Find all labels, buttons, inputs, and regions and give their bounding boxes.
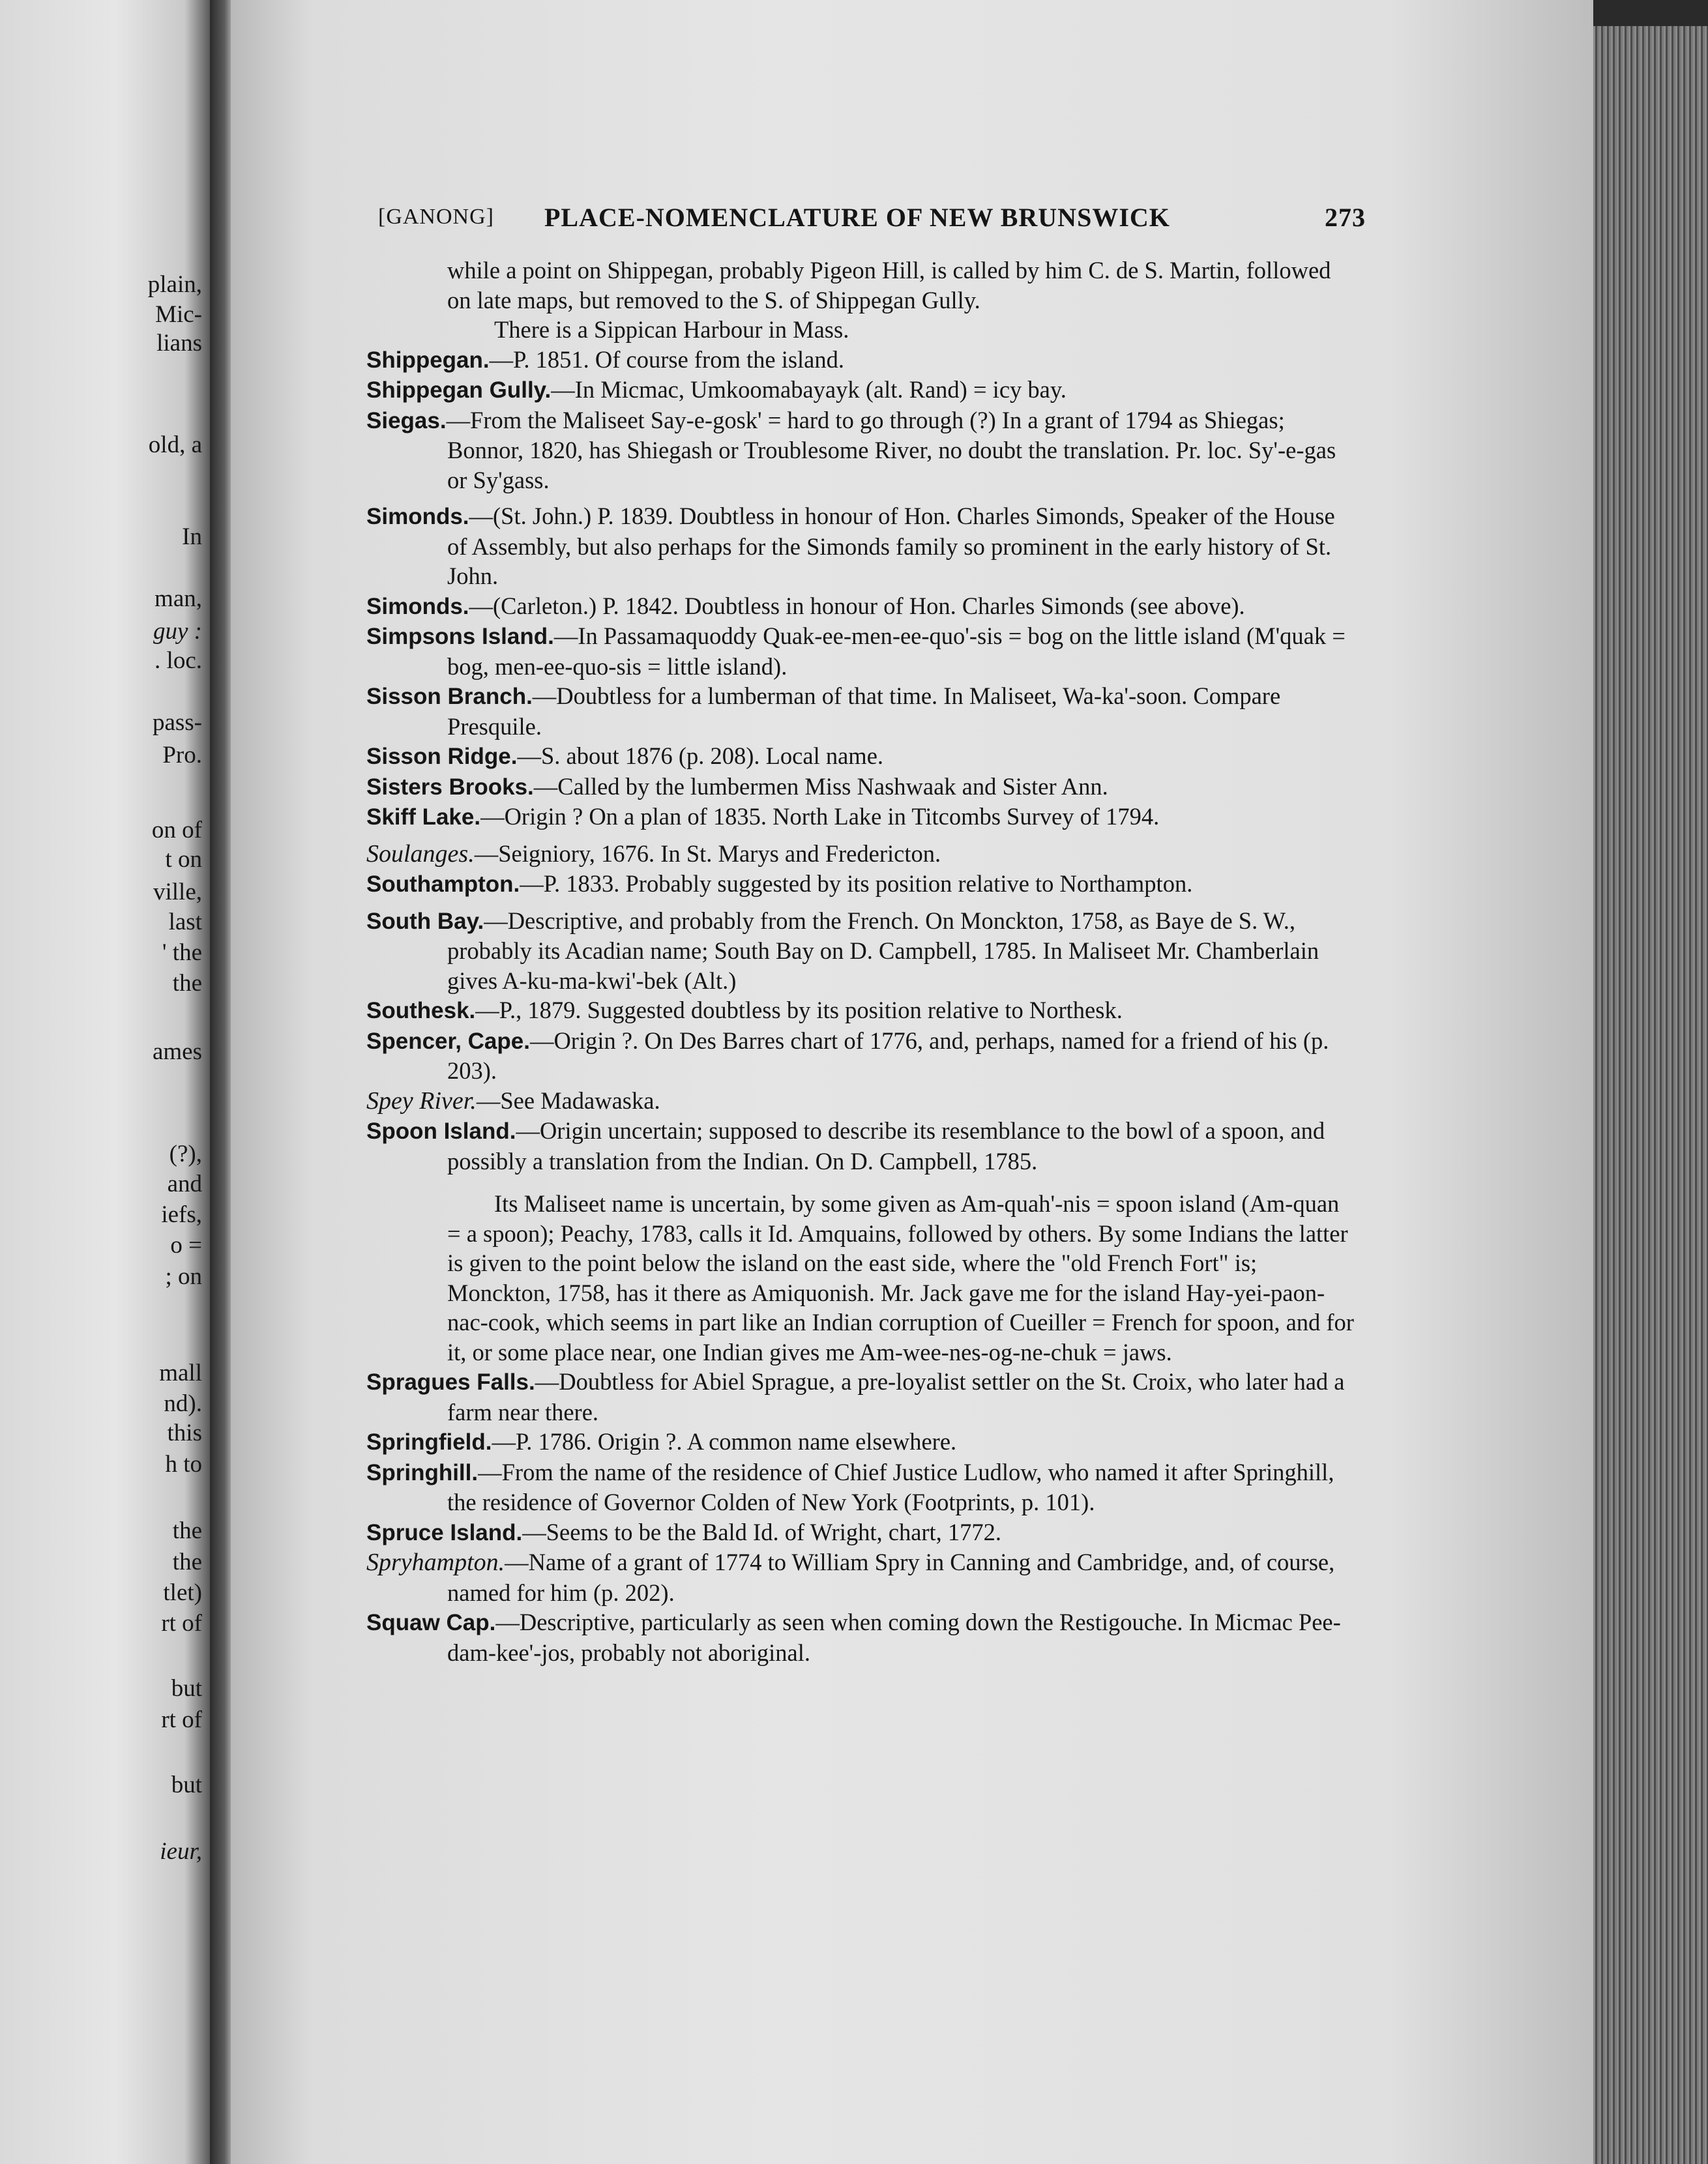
entry [366, 839, 1357, 870]
entry [366, 375, 1357, 405]
running-title: PLACE-NOMENCLATURE OF NEW BRUNSWICK [544, 203, 1170, 232]
entry-text: —P. 1786. Origin ?. A common name elsewhere. [492, 1428, 957, 1455]
entry-headword: Skiff Lake. [366, 804, 481, 830]
entry [366, 869, 1357, 899]
entry-headword: Soulanges. [366, 840, 475, 868]
entry-text: —Doubtless for Abiel Sprague, a pre-loyalist settler on the St. Croix, who later had a farm near there. [447, 1368, 1345, 1426]
entry [366, 741, 1357, 772]
entry-text: —P. 1833. Probably suggested by its position relative to Northampton. [520, 870, 1193, 897]
entry-headword: Shippegan. [366, 347, 490, 373]
entry-headword: Spencer, Cape. [366, 1028, 530, 1054]
entry [366, 772, 1357, 802]
entry-headword: Spey River. [366, 1087, 477, 1115]
entry [366, 1457, 1357, 1517]
left-fragment: Mic- [155, 301, 202, 328]
left-fragment: pass- [152, 709, 202, 736]
entry-text: —See Madawaska. [476, 1087, 660, 1114]
entry [366, 345, 1357, 375]
entry-headword: Sisson Ridge. [366, 744, 518, 769]
entry-headword: Sisson Branch. [366, 684, 533, 709]
entry-text: —(St. John.) P. 1839. Doubtless in honour of Hon. Charles Simonds, Speaker of the House of Assembly, but also perhaps for the Simonds family so prominent in the early history of St. John. [447, 503, 1335, 589]
entry-text: —S. about 1876 (p. 208). Local name. [517, 742, 884, 769]
entry-text: —From the Maliseet Say-e-gosk' = hard to go through (?) In a grant of 1794 as Shiegas; Bonnor, 1820, has Shiegash or Troublesome River, no doubt the translation. Pr. loc. Sy'-e-gas or Sy'gass. [446, 406, 1336, 493]
running-header [378, 202, 1366, 235]
entry [366, 906, 1357, 996]
entry-headword: Simonds. [366, 504, 469, 529]
entry-text: There is a Sippican Harbour in Mass. [494, 316, 849, 343]
entry-headword: Southampton. [366, 871, 520, 897]
entry-headword: Simonds. [366, 593, 469, 619]
left-fragment: ames [152, 1038, 202, 1065]
left-fragment: t on [165, 846, 202, 873]
entry-text: —Origin ? On a plan of 1835. North Lake in Titcombs Survey of 1794. [480, 803, 1160, 830]
entry-continuation [366, 315, 1357, 345]
left-fragment: last [168, 909, 202, 935]
entry-continuation [366, 1189, 1357, 1367]
entry [366, 681, 1357, 741]
entry-continuation [366, 256, 1357, 315]
entry-text: —From the name of the residence of Chief Justice Ludlow, who named it after Springhill, the residence of Governor Colden of New York (Footprints, p. 101). [447, 1458, 1334, 1515]
entry [366, 1116, 1357, 1176]
entry-headword: Spryhampton. [366, 1549, 505, 1576]
left-fragment: mall [159, 1360, 202, 1386]
left-fragment: plain, [147, 271, 202, 298]
entry-headword: Southesk. [366, 998, 476, 1023]
entry [366, 591, 1357, 622]
left-fragment: but [171, 1675, 202, 1702]
entry [366, 802, 1357, 832]
entry-text: —Seigniory, 1676. In St. Marys and Fredericton. [474, 840, 941, 867]
left-fragment: the [172, 1549, 202, 1575]
page-number: 273 [1325, 203, 1366, 232]
author-tag: [GANONG] [378, 205, 494, 229]
left-fragment: iefs, [161, 1201, 202, 1228]
entry [366, 405, 1357, 495]
left-fragment: . loc. [155, 647, 202, 674]
entry-headword: Siegas. [366, 407, 447, 433]
entry [366, 621, 1357, 681]
entry-headword: South Bay. [366, 908, 484, 934]
entry-text: —(Carleton.) P. 1842. Doubtless in honour of Hon. Charles Simonds (see above). [469, 592, 1245, 619]
entry-text: —Origin ?. On Des Barres chart of 1776, and, perhaps, named for a friend of his (p. 203). [447, 1027, 1329, 1084]
left-fragment: rt of [161, 1706, 202, 1733]
left-fragment: guy : [153, 618, 202, 645]
entry [366, 1367, 1357, 1427]
entry-headword: Springhill. [366, 1459, 479, 1485]
entry-text: —Seems to be the Bald Id. of Wright, chart, 1772. [522, 1518, 1002, 1545]
left-fragment: In [182, 523, 202, 550]
entry-headword: Spruce Island. [366, 1519, 523, 1545]
facing-page-fragment [0, 0, 210, 2164]
entry [366, 1517, 1357, 1548]
left-fragment: this [167, 1420, 202, 1446]
entry-text: —Descriptive, particularly as seen when coming down the Restigouche. In Micmac Pee-dam-kee'-jos, probably not aboriginal. [447, 1609, 1341, 1666]
left-fragment: (?), [169, 1141, 202, 1167]
left-fragment: Pro. [162, 742, 202, 768]
entry-text: —Called by the lumbermen Miss Nashwaak and Sister Ann. [533, 772, 1108, 800]
left-fragment: and [167, 1171, 202, 1197]
entry-text: —In Passamaquoddy Quak-ee-men-ee-quo'-sis = bog on the little island (M'quak = bog, men-ee-quo-sis = little island). [447, 622, 1346, 680]
left-fragment: nd). [164, 1390, 202, 1417]
entry-headword: Springfield. [366, 1429, 492, 1455]
entry-text: Its Maliseet name is uncertain, by some given as Am-quah'-nis = spoon island (Am-quan = a spoon); Peachy, 1783, calls it Id. Amquains, followed by others. By some Indians the latter is given to the point below the island on the east side, where the "old French Fort" is; Monckton, 1758, has it there as Amiquonish. Mr. Jack gave me for the island Hay-yei-paon-nac-cook, which seems in part like an Indian corruption of Cueiller = French for spoon, and for it, or some place near, one Indian gives me Am-wee-nes-og-ne-chuk = jaws. [447, 1190, 1354, 1366]
left-fragment: man, [155, 585, 202, 612]
entry [366, 1427, 1357, 1457]
entry [366, 501, 1357, 591]
left-fragment: but [171, 1772, 202, 1798]
left-fragment: the [172, 970, 202, 997]
entry-text: —In Micmac, Umkoomabayayk (alt. Rand) = icy bay. [551, 376, 1067, 403]
entry-text: —Descriptive, and probably from the French. On Monckton, 1758, as Baye de S. W., probably its Acadian name; South Bay on D. Campbell, 1785. In Maliseet Mr. Chamberlain gives A-ku-ma-kwi'-bek (Alt.) [447, 907, 1319, 994]
left-fragment: tlet) [163, 1579, 202, 1606]
entry-text: —P. 1851. Of course from the island. [489, 345, 845, 373]
page-edges [1593, 26, 1708, 2164]
entry-text: —Name of a grant of 1774 to William Spry in Canning and Cambridge, and, of course, named for him (p. 202). [447, 1549, 1335, 1606]
left-fragment: ' the [162, 939, 202, 966]
left-fragment: ieur, [160, 1838, 202, 1865]
book-gutter [210, 0, 231, 2164]
entry [366, 1607, 1357, 1667]
left-fragment: ville, [153, 879, 202, 905]
gazetteer-entries [366, 256, 1357, 1667]
entry-text: —Doubtless for a lumberman of that time. In Maliseet, Wa-ka'-soon. Compare Presquile. [447, 682, 1281, 740]
entry-headword: Spoon Island. [366, 1119, 516, 1144]
entry-headword: Spragues Falls. [366, 1369, 535, 1395]
entry [366, 1547, 1357, 1607]
entry-text: while a point on Shippegan, probably Pigeon Hill, is called by him C. de S. Martin, followed on late maps, but removed to the S. of Shippegan Gully. [447, 257, 1331, 314]
entry [366, 1026, 1357, 1086]
entry-headword: Squaw Cap. [366, 1610, 496, 1635]
entry-headword: Shippegan Gully. [366, 377, 552, 403]
entry-headword: Simpsons Island. [366, 624, 554, 649]
entry [366, 1086, 1357, 1117]
left-fragment: on of [151, 817, 202, 843]
left-fragment: the [172, 1517, 202, 1544]
left-fragment: old, a [148, 431, 202, 458]
entry [366, 995, 1357, 1026]
entry-headword: Sisters Brooks. [366, 774, 534, 800]
left-fragment: ; on [165, 1263, 202, 1290]
entry-text: —Origin uncertain; supposed to describe its resemblance to the bowl of a spoon, and possibly a translation from the Indian. On D. Campbell, 1785. [447, 1117, 1325, 1175]
left-fragment: o = [170, 1232, 202, 1259]
left-fragment: h to [165, 1451, 202, 1478]
left-fragment: lians [156, 330, 202, 357]
entry-text: —P., 1879. Suggested doubtless by its position relative to Northesk. [475, 997, 1123, 1023]
left-fragment: rt of [161, 1610, 202, 1637]
